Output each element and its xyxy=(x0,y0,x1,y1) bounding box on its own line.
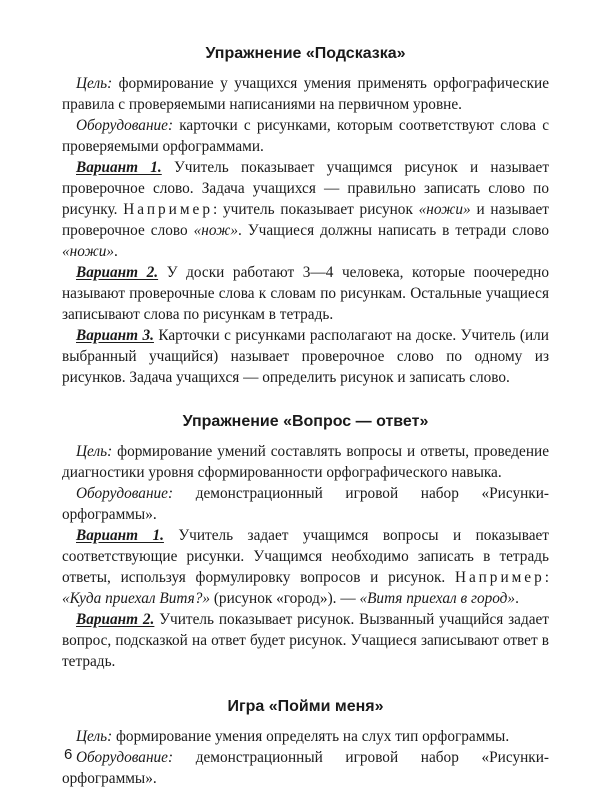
goal-label: Цель: xyxy=(76,728,113,745)
example-term: «ножи» xyxy=(418,201,471,218)
variant-1-text: : xyxy=(544,569,549,586)
variant-2-label: Вариант 2. xyxy=(76,264,159,281)
example-term: «ножи» xyxy=(62,243,115,260)
variant-1-text: Учитель показывает учащимся рисунок и называет проверочное слово. Задача учащихся — правильно записать слово по рисунку. xyxy=(62,159,550,218)
goal-text: формирование умения определять на слух тип орфограммы. xyxy=(112,728,510,745)
equipment-label: Оборудование: xyxy=(76,117,174,134)
section-title: Игра «Пойми меня» xyxy=(227,698,384,715)
equipment-paragraph xyxy=(62,747,549,789)
equipment-text: демонстрационный игровой набор «Рисунки-орфограммы». xyxy=(62,749,549,787)
example-term: «нож» xyxy=(193,222,239,239)
goal-paragraph xyxy=(62,726,549,747)
section-poymi-menya xyxy=(62,697,549,789)
page-number: 6 xyxy=(64,746,73,763)
variant-2-text: Учитель показывает рисунок. Вызванный учащийся задает вопрос, подсказкой на ответ будет рисунок. Учащиеся записывают ответ в тетрадь. xyxy=(62,611,549,670)
example-question: «Куда приехал Витя?» xyxy=(62,590,211,607)
section-title: Упражнение «Подсказка» xyxy=(205,45,406,62)
page-content xyxy=(62,44,549,789)
variant-1-paragraph xyxy=(62,157,549,262)
example-answer: «Витя приехал в город» xyxy=(359,590,516,607)
variant-2-text: У доски работают 3—4 человека, которые поочередно называют проверочные слова к словам по рисункам. Остальные учащиеся записывают слова по рисункам в тетрадь. xyxy=(62,264,549,323)
variant-1-text: (рисунок «город»). — xyxy=(210,590,360,607)
variant-1-text: . xyxy=(515,590,519,607)
equipment-text: демонстрационный игровой набор «Рисунки-орфограммы». xyxy=(62,485,549,523)
goal-paragraph xyxy=(62,441,549,483)
variant-2-paragraph xyxy=(62,609,549,672)
variant-1-text: . xyxy=(114,243,118,260)
equipment-paragraph xyxy=(62,483,549,525)
goal-label: Цель: xyxy=(76,75,113,92)
variant-1-text: . Учащиеся должны написать в тетради слово xyxy=(238,222,549,239)
variant-2-label: Вариант 2. xyxy=(76,611,155,628)
goal-paragraph xyxy=(62,73,549,115)
example-word: Например xyxy=(123,201,213,218)
variant-3-label: Вариант 3. xyxy=(76,327,154,344)
example-word: Например xyxy=(454,569,545,586)
section-vopros-otvet xyxy=(62,412,549,672)
variant-1-paragraph xyxy=(62,525,549,609)
goal-text: формирование умений составлять вопросы и ответы, проведение диагностики уровня сформированности орфографического навыка. xyxy=(62,443,549,481)
variant-1-text: и называет проверочное слово xyxy=(62,201,549,239)
equipment-label: Оборудование: xyxy=(76,749,174,766)
goal-text: формирование у учащихся умения применять орфографические правила с проверяемыми написаниями на первичном уровне. xyxy=(62,75,549,113)
section-title: Упражнение «Вопрос — ответ» xyxy=(182,413,429,430)
variant-1-label: Вариант 1. xyxy=(76,527,164,544)
variant-2-paragraph xyxy=(62,262,549,325)
equipment-label: Оборудование: xyxy=(76,485,174,502)
variant-1-label: Вариант 1. xyxy=(76,159,162,176)
variant-1-text: Учитель задает учащимся вопросы и показывает соответствующие рисунки. Учащимся необходимо записать в тетрадь ответы, используя формулировку вопросов и рисунок. xyxy=(62,527,549,586)
variant-3-text: Карточки с рисунками располагают на доске. Учитель (или выбранный учащийся) называет проверочное слово по одному из рисунков. Задача учащихся — определить рисунок и записать слово. xyxy=(62,327,549,386)
variant-3-paragraph xyxy=(62,325,549,388)
goal-label: Цель: xyxy=(76,443,113,460)
section-podskazka xyxy=(62,44,549,388)
variant-1-text: : учитель показывает рисунок xyxy=(212,201,419,218)
equipment-text: карточки с рисунками, которым соответствуют слова с проверяемыми орфограммами. xyxy=(62,117,549,155)
equipment-paragraph xyxy=(62,115,549,157)
